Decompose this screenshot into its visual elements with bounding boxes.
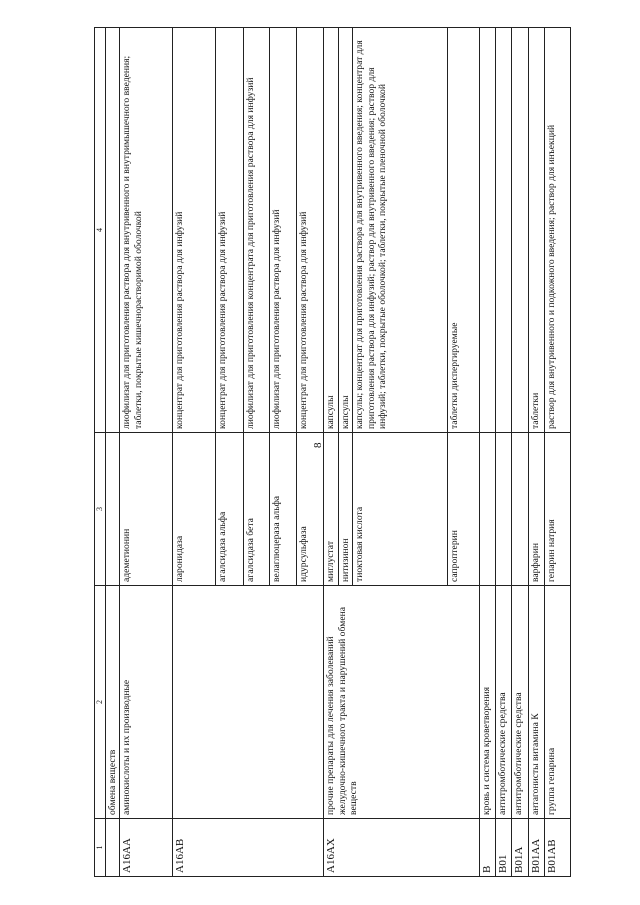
drug-cell <box>480 433 496 586</box>
drug-cell <box>512 433 528 586</box>
drug-cell: ларонидаза <box>173 433 216 586</box>
atc-code-cell <box>105 819 120 877</box>
drug-cell: миглустат <box>324 433 339 586</box>
forms-cell: таблетки диспергируемые <box>448 28 480 433</box>
group-cell: антагонисты витамина К <box>528 586 544 819</box>
forms-cell <box>512 28 528 433</box>
atc-code-cell: A16AA <box>120 819 173 877</box>
group-cell: антитромботические средства <box>512 586 528 819</box>
atc-code-cell: A16AX <box>324 819 480 877</box>
drug-cell: тиоктовая кислота <box>353 433 448 586</box>
table-row <box>528 28 544 877</box>
atc-code-cell: B01 <box>496 819 512 877</box>
header-col-4: 4 <box>95 28 106 433</box>
drug-cell: нитизинон <box>338 433 353 586</box>
drug-table <box>94 27 571 877</box>
group-cell: кровь и система кроветворения <box>480 586 496 819</box>
header-col-1: 1 <box>95 819 106 877</box>
group-cell: группа гепарина <box>544 586 570 819</box>
forms-cell: лиофилизат для приготовления раствора для инфузий <box>270 28 297 433</box>
table-row <box>496 28 512 877</box>
drug-cell <box>105 433 120 586</box>
forms-cell: раствор для внутривенного и подкожного введения; раствор для инъекций <box>544 28 570 433</box>
group-cell: прочие препараты для лечения заболеваний желудочно-кишечного тракта и нарушений обмена веществ <box>324 586 480 819</box>
table-row <box>105 28 120 877</box>
drug-cell: адеметионин <box>120 433 173 586</box>
drug-cell: варфарин <box>528 433 544 586</box>
group-cell: аминокислоты и их производные <box>120 586 173 819</box>
forms-cell: концентрат для приготовления раствора для инфузий <box>173 28 216 433</box>
atc-code-cell: B01A <box>512 819 528 877</box>
forms-cell: лиофилизат для приготовления концентрата для приготовления раствора для инфузий <box>244 28 270 433</box>
drug-cell: агалсидаза бета <box>244 433 270 586</box>
table-header-row <box>95 28 106 877</box>
forms-cell: концентрат для приготовления раствора для инфузий <box>297 28 324 433</box>
forms-cell: концентрат для приготовления раствора для инфузий <box>216 28 244 433</box>
drug-cell: агалсидаза альфа <box>216 433 244 586</box>
drug-cell <box>496 433 512 586</box>
forms-cell: таблетки <box>528 28 544 433</box>
table-row <box>173 28 216 877</box>
forms-cell <box>496 28 512 433</box>
forms-cell: капсулы <box>324 28 339 433</box>
table-row <box>544 28 570 877</box>
group-cell <box>173 586 324 819</box>
page-number: 8 <box>312 442 324 448</box>
table-row <box>512 28 528 877</box>
drug-cell: идурсульфаза <box>297 433 324 586</box>
header-col-3: 3 <box>95 433 106 586</box>
forms-cell: капсулы; концентрат для приготовления раствора для внутривенного введения; концентрат для приготовления раствора для инфузий; раствор для внутривенного введения; раствор для инфузий; таблетки, покрытые оболочкой; таблетки, покрытые пленочной оболочкой <box>353 28 448 433</box>
group-cell: обмена веществ <box>105 586 120 819</box>
drug-cell: гепарин натрия <box>544 433 570 586</box>
atc-code-cell: B01AB <box>544 819 570 877</box>
group-cell: антитромботические средства <box>496 586 512 819</box>
forms-cell <box>480 28 496 433</box>
header-col-2: 2 <box>95 586 106 819</box>
table-row <box>480 28 496 877</box>
atc-code-cell: B <box>480 819 496 877</box>
atc-code-cell: B01AA <box>528 819 544 877</box>
rotated-page <box>94 32 558 877</box>
table-row <box>120 28 173 877</box>
drug-cell: сапроптерин <box>448 433 480 586</box>
forms-cell: лиофилизат для приготовления раствора для внутривенного и внутримышечного введения; таблетки, покрытые кишечнорастворимой оболочкой <box>120 28 173 433</box>
table-row <box>324 28 339 877</box>
forms-cell <box>105 28 120 433</box>
drug-cell: велаглюцераза альфа <box>270 433 297 586</box>
atc-code-cell: A16AB <box>173 819 324 877</box>
forms-cell: капсулы <box>338 28 353 433</box>
